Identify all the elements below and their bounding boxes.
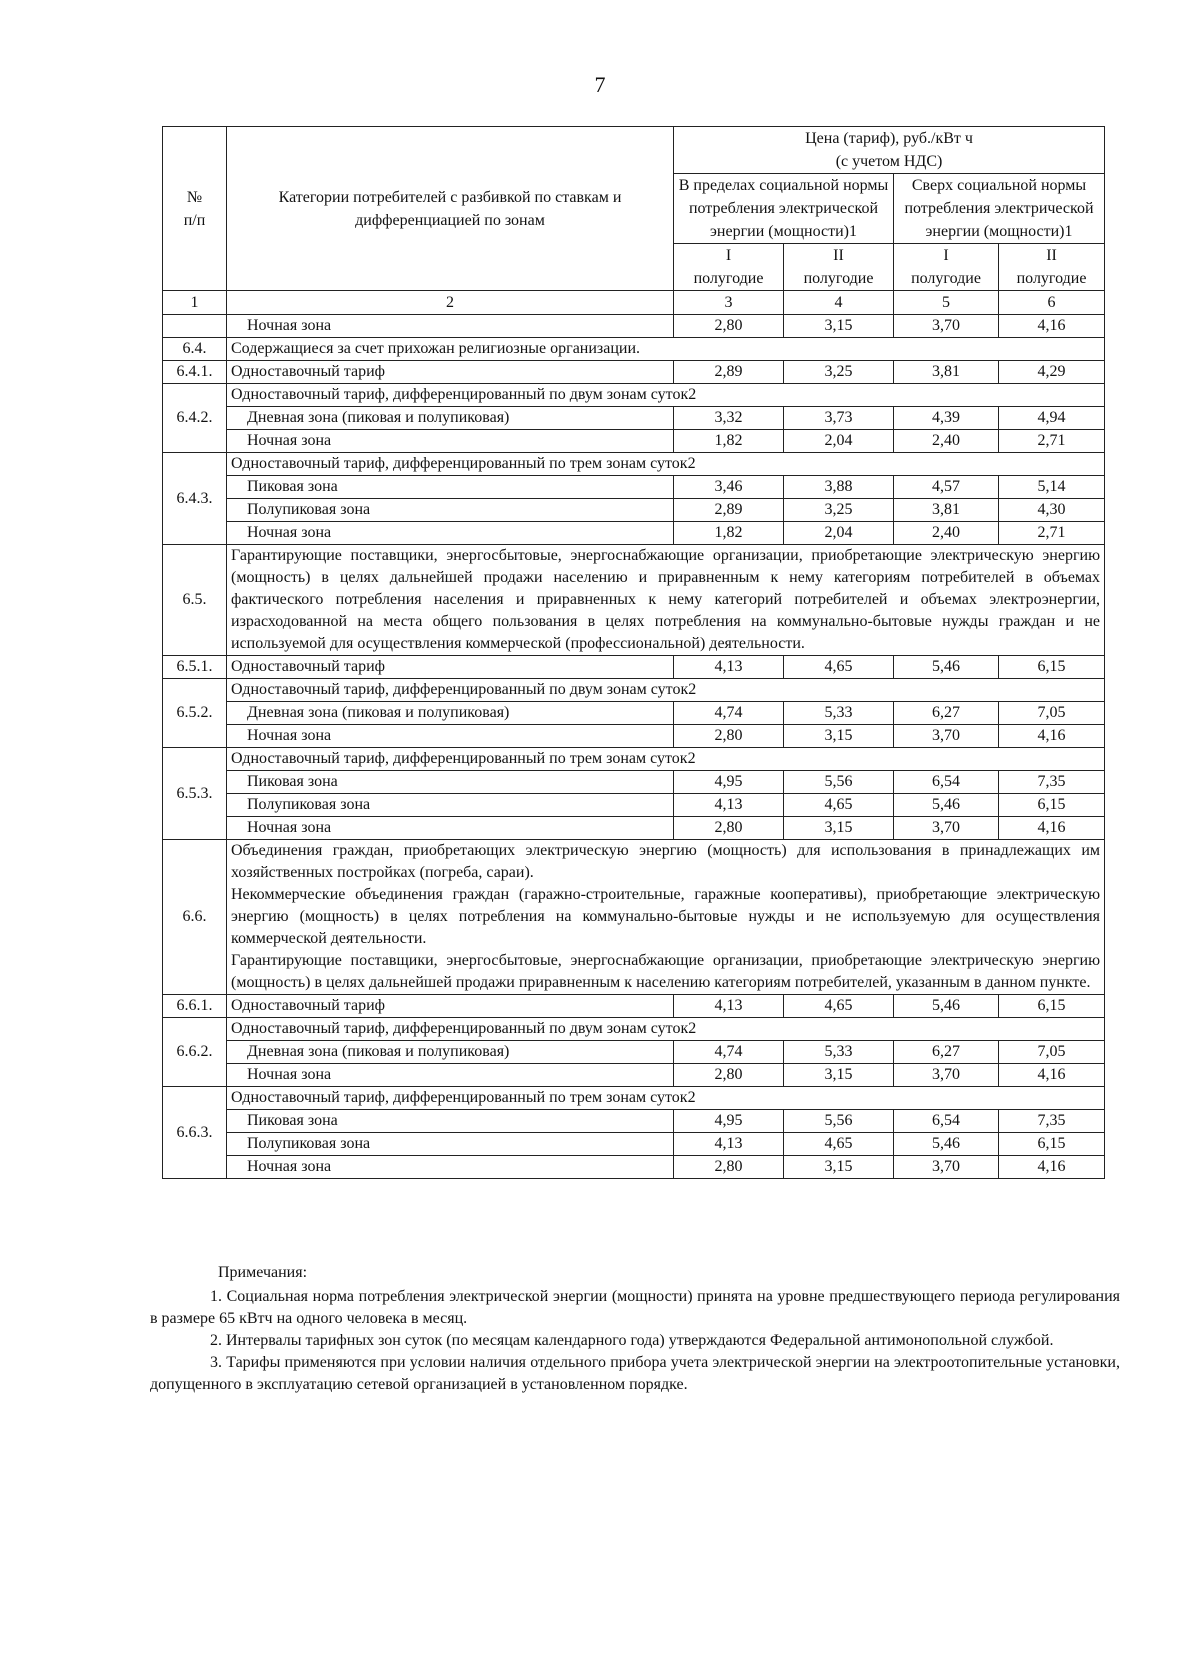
- tariff-value: 7,35: [999, 1110, 1105, 1133]
- row-group-title: Одноставочный тариф, дифференцированный по трем зонам суток2: [227, 1087, 1105, 1110]
- tariff-value: 4,16: [999, 315, 1105, 338]
- row-label: Пиковая зона: [227, 1110, 674, 1133]
- tariff-value: 5,56: [784, 771, 894, 794]
- tariff-value: 6,15: [999, 1133, 1105, 1156]
- row-number: 6.5.3.: [163, 748, 227, 840]
- table-row: [163, 545, 1105, 656]
- tariff-value: 6,27: [894, 702, 999, 725]
- header-num: [163, 127, 227, 291]
- tariff-value: 5,14: [999, 476, 1105, 499]
- tariff-value: 6,15: [999, 794, 1105, 817]
- table-row: [163, 430, 1105, 453]
- tariff-table: [162, 126, 1105, 1179]
- table-row: [163, 522, 1105, 545]
- tariff-value: 6,54: [894, 771, 999, 794]
- tariff-value: 5,46: [894, 794, 999, 817]
- tariff-value: 4,16: [999, 1156, 1105, 1179]
- tariff-value: 5,56: [784, 1110, 894, 1133]
- row-description: [227, 840, 1105, 995]
- col-index: 4: [784, 291, 894, 315]
- description-paragraph: Некоммерческие объединения граждан (гаражно-строительные, гаражные кооперативы), приобретающие электрическую энергию (мощность) в целях потребления на коммунально-бытовые нужды и не используемую для осуществления коммерческой деятельности.: [231, 886, 1101, 947]
- table-row: [163, 315, 1105, 338]
- row-label: Ночная зона: [227, 1064, 674, 1087]
- tariff-value: 3,15: [784, 1064, 894, 1087]
- tariff-value: 2,89: [674, 361, 784, 384]
- table-row: [163, 748, 1105, 771]
- tariff-value: 4,13: [674, 794, 784, 817]
- table-row: [163, 1110, 1105, 1133]
- tariff-value: 4,13: [674, 1133, 784, 1156]
- row-label: Дневная зона (пиковая и полупиковая): [227, 1041, 674, 1064]
- row-number: 6.6.1.: [163, 995, 227, 1018]
- row-label: Пиковая зона: [227, 476, 674, 499]
- table-row: [163, 407, 1105, 430]
- tariff-value: 2,80: [674, 817, 784, 840]
- tariff-value: 4,16: [999, 725, 1105, 748]
- row-number: 6.5.1.: [163, 656, 227, 679]
- col-index: 1: [163, 291, 227, 315]
- row-label: Пиковая зона: [227, 771, 674, 794]
- tariff-value: 5,46: [894, 1133, 999, 1156]
- tariff-value: 2,80: [674, 1156, 784, 1179]
- tariff-value: 2,80: [674, 315, 784, 338]
- tariff-value: 6,15: [999, 656, 1105, 679]
- table-row: [163, 1087, 1105, 1110]
- row-label: Ночная зона: [227, 725, 674, 748]
- header-price: [674, 127, 1105, 174]
- row-number: 6.4.: [163, 338, 227, 361]
- description-paragraph: Объединения граждан, приобретающих электрическую энергию (мощность) для использования в принадлежащих им хозяйственных постройках (погреба, сараи).: [231, 842, 1101, 881]
- row-number: 6.6.: [163, 840, 227, 995]
- row-label: Ночная зона: [227, 430, 674, 453]
- header-price-title: Цена (тариф), руб./кВт ч: [805, 130, 973, 147]
- header-within-norm: В пределах социальной нормы потребления электрической энергии (мощности)1: [674, 174, 894, 244]
- row-group-title: Одноставочный тариф, дифференцированный по двум зонам суток2: [227, 384, 1105, 407]
- tariff-value: 2,04: [784, 522, 894, 545]
- row-number: 6.4.3.: [163, 453, 227, 545]
- row-number: 6.4.2.: [163, 384, 227, 453]
- tariff-value: 4,57: [894, 476, 999, 499]
- tariff-value: 4,95: [674, 771, 784, 794]
- row-number: 6.4.1.: [163, 361, 227, 384]
- notes-title: Примечания:: [218, 1264, 308, 1281]
- row-number: 6.5.2.: [163, 679, 227, 748]
- tariff-value: 4,74: [674, 702, 784, 725]
- tariff-value: 2,71: [999, 522, 1105, 545]
- table-row: [163, 384, 1105, 407]
- tariff-value: 3,15: [784, 725, 894, 748]
- table-row: [163, 1041, 1105, 1064]
- tariff-value: 3,70: [894, 725, 999, 748]
- tariff-value: 3,15: [784, 1156, 894, 1179]
- tariff-value: 3,25: [784, 499, 894, 522]
- table-row: [163, 499, 1105, 522]
- tariff-value: 2,80: [674, 1064, 784, 1087]
- table-body: [163, 315, 1105, 1179]
- row-number: 6.5.: [163, 545, 227, 656]
- col-index: 2: [227, 291, 674, 315]
- tariff-value: 4,16: [999, 1064, 1105, 1087]
- tariff-value: 6,54: [894, 1110, 999, 1133]
- row-label: Одноставочный тариф: [227, 656, 674, 679]
- table-row: [163, 794, 1105, 817]
- tariff-value: 6,27: [894, 1041, 999, 1064]
- tariff-value: 3,25: [784, 361, 894, 384]
- tariff-value: 3,70: [894, 315, 999, 338]
- tariff-value: 5,33: [784, 1041, 894, 1064]
- header-half-1b: I полугодие: [894, 244, 999, 291]
- row-label: Ночная зона: [227, 817, 674, 840]
- row-label: Ночная зона: [227, 522, 674, 545]
- table-row: [163, 995, 1105, 1018]
- col-index: 6: [999, 291, 1105, 315]
- table-row: [163, 679, 1105, 702]
- tariff-value: 4,16: [999, 817, 1105, 840]
- tariff-value: 4,30: [999, 499, 1105, 522]
- row-label: Одноставочный тариф: [227, 995, 674, 1018]
- tariff-value: 2,40: [894, 522, 999, 545]
- tariff-value: 4,65: [784, 995, 894, 1018]
- header-above-norm: Сверх социальной нормы потребления электрической энергии (мощности)1: [894, 174, 1105, 244]
- row-number: 6.6.3.: [163, 1087, 227, 1179]
- tariff-value: 3,70: [894, 817, 999, 840]
- tariff-value: 3,81: [894, 499, 999, 522]
- tariff-value: 7,05: [999, 1041, 1105, 1064]
- tariff-value: 3,15: [784, 817, 894, 840]
- tariff-value: 4,13: [674, 656, 784, 679]
- tariff-value: 4,39: [894, 407, 999, 430]
- row-description: Гарантирующие поставщики, энергосбытовые, энергоснабжающие организации, приобретающие электрическую энергию (мощность) в целях дальнейшей продажи населению и приравненным к нему категориям потребителей в объемах фактического потребления населения и приравненных к нему категорий потребителей и объемах электроэнергии, израсходованной на места общего пользования в целях потребления на коммунально-бытовые нужды граждан и не используемой для осуществления коммерческой (профессиональной) деятельности.: [227, 545, 1105, 656]
- table-row: [163, 1133, 1105, 1156]
- table-row: [163, 361, 1105, 384]
- col-index: 5: [894, 291, 999, 315]
- tariff-value: 4,65: [784, 1133, 894, 1156]
- tariff-value: 6,15: [999, 995, 1105, 1018]
- tariff-value: 5,46: [894, 656, 999, 679]
- table-row: [163, 817, 1105, 840]
- tariff-value: 4,65: [784, 656, 894, 679]
- header-half-2b: II полугодие: [999, 244, 1105, 291]
- header-price-subtitle: (с учетом НДС): [835, 153, 943, 170]
- header-half-1a: I полугодие: [674, 244, 784, 291]
- table-row: [163, 476, 1105, 499]
- tariff-value: 2,04: [784, 430, 894, 453]
- row-group-title: Одноставочный тариф, дифференцированный по двум зонам суток2: [227, 1018, 1105, 1041]
- tariff-value: 3,46: [674, 476, 784, 499]
- note-item: 1. Социальная норма потребления электрической энергии (мощности) принята на уровне предшествующего периода регулирования в размере 65 кВтч на одного человека в месяц.: [150, 1288, 1120, 1327]
- header-num-line: п/п: [183, 211, 206, 229]
- tariff-value: 3,32: [674, 407, 784, 430]
- col-index: 3: [674, 291, 784, 315]
- table-row: [163, 771, 1105, 794]
- tariff-value: 3,15: [784, 315, 894, 338]
- row-label: Ночная зона: [227, 315, 674, 338]
- tariff-value: 4,29: [999, 361, 1105, 384]
- row-group-title: Одноставочный тариф, дифференцированный по двум зонам суток2: [227, 679, 1105, 702]
- tariff-value: 3,88: [784, 476, 894, 499]
- note-item: 2. Интервалы тарифных зон суток (по месяцам календарного года) утверждаются Федеральной антимонопольной службой.: [210, 1332, 1054, 1349]
- notes-list: [150, 1286, 1120, 1396]
- note-item: 3. Тарифы применяются при условии наличия отдельного прибора учета электрической энергии на электроотопительные установки, допущенного в эксплуатацию сетевой организацией в установленном порядке.: [150, 1354, 1120, 1393]
- tariff-value: 4,65: [784, 794, 894, 817]
- tariff-value: 1,82: [674, 430, 784, 453]
- row-label: Одноставочный тариф: [227, 361, 674, 384]
- tariff-value: 5,46: [894, 995, 999, 1018]
- tariff-value: 4,94: [999, 407, 1105, 430]
- tariff-value: 2,89: [674, 499, 784, 522]
- row-label: Дневная зона (пиковая и полупиковая): [227, 702, 674, 725]
- table-row: [163, 1156, 1105, 1179]
- tariff-value: 2,80: [674, 725, 784, 748]
- table-row: [163, 453, 1105, 476]
- tariff-value: 4,74: [674, 1041, 784, 1064]
- header-num-line: №: [186, 188, 203, 206]
- row-description: Содержащиеся за счет прихожан религиозные организации.: [227, 338, 1105, 361]
- row-label: Полупиковая зона: [227, 794, 674, 817]
- tariff-value: 2,71: [999, 430, 1105, 453]
- tariff-value: 7,05: [999, 702, 1105, 725]
- row-label: Дневная зона (пиковая и полупиковая): [227, 407, 674, 430]
- tariff-value: 3,81: [894, 361, 999, 384]
- row-number: 6.6.2.: [163, 1018, 227, 1087]
- page-number: 7: [594, 72, 606, 97]
- tariff-value: 4,95: [674, 1110, 784, 1133]
- table-row: [163, 338, 1105, 361]
- tariff-value: 3,73: [784, 407, 894, 430]
- header-category: Категории потребителей с разбивкой по ставкам и дифференциацией по зонам: [227, 127, 674, 291]
- row-label: Полупиковая зона: [227, 1133, 674, 1156]
- row-group-title: Одноставочный тариф, дифференцированный по трем зонам суток2: [227, 453, 1105, 476]
- table-row: [163, 840, 1105, 995]
- table-row: [163, 702, 1105, 725]
- tariff-value: 3,70: [894, 1156, 999, 1179]
- tariff-value: 2,40: [894, 430, 999, 453]
- table-row: [163, 725, 1105, 748]
- row-group-title: Одноставочный тариф, дифференцированный по трем зонам суток2: [227, 748, 1105, 771]
- row-number: [163, 315, 227, 338]
- tariff-value: 7,35: [999, 771, 1105, 794]
- table-row: [163, 656, 1105, 679]
- tariff-value: 1,82: [674, 522, 784, 545]
- header-half-2a: II полугодие: [784, 244, 894, 291]
- tariff-value: 4,13: [674, 995, 784, 1018]
- description-paragraph: Гарантирующие поставщики, энергосбытовые, энергоснабжающие организации, приобретающие электрическую энергию (мощность) в целях дальнейшей продажи приравненным к населению категориям потребителей, указанным в данном пункте.: [231, 952, 1101, 991]
- row-label: Ночная зона: [227, 1156, 674, 1179]
- row-label: Полупиковая зона: [227, 499, 674, 522]
- tariff-value: 3,70: [894, 1064, 999, 1087]
- table-row: [163, 1064, 1105, 1087]
- tariff-value: 5,33: [784, 702, 894, 725]
- table-row: [163, 1018, 1105, 1041]
